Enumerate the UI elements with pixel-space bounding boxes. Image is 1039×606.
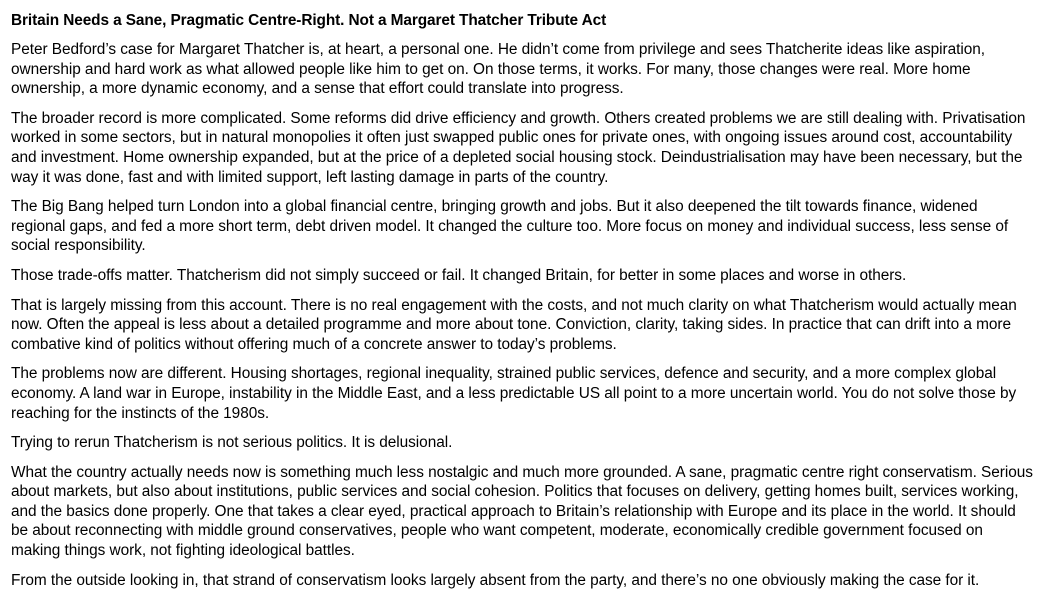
- article: [11, 10, 1033, 600]
- article-paragraph: The problems now are different. Housing shortages, regional inequality, strained public services, defence and security, and a more complex global economy. A land war in Europe, instability in the Middle East, and a less predictable US all point to a more uncertain world. You do not solve those by reaching for the instincts of the 1980s.: [11, 365, 1017, 422]
- article-paragraph: The broader record is more complicated. Some reforms did drive efficiency and growth. Others created problems we are still dealing with. Privatisation worked in some sectors, but in natural monopolies it often just swapped public ones for private ones, with ongoing issues around cost, accountability and investment. Home ownership expanded, but at the price of a depleted social housing stock. Deindustrialisation may have been necessary, but the way it was done, fast and with limited support, left lasting damage in parts of the country.: [11, 109, 1026, 186]
- article-paragraph: Trying to rerun Thatcherism is not serious politics. It is delusional.: [11, 434, 453, 452]
- article-title: Britain Needs a Sane, Pragmatic Centre-Right. Not a Margaret Thatcher Tribute Act: [11, 12, 607, 29]
- article-paragraph: What the country actually needs now is something much less nostalgic and much more grounded. A sane, pragmatic centre right conservatism. Serious about markets, but also about institutions, public services and social cohesion. Politics that focuses on delivery, getting homes built, services working, and the basics done properly. One that takes a clear eyed, practical approach to Britain’s relationship with Europe and its place in the world. It should be about reconnecting with middle ground conservatives, people who want competent, moderate, economically credible government focused on making things work, not fighting ideological battles.: [11, 463, 1033, 560]
- article-paragraph: Those trade-offs matter. Thatcherism did not simply succeed or fail. It changed Britain, for better in some places and worse in others.: [11, 266, 907, 284]
- article-paragraph: That is largely missing from this account. There is no real engagement with the costs, and not much clarity on what Thatcherism would actually mean now. Often the appeal is less about a detailed programme and more about tone. Conviction, clarity, taking sides. In practice that can drift into a more combative kind of politics without offering much of a concrete answer to today’s problems.: [11, 296, 1017, 353]
- article-paragraph: Peter Bedford’s case for Margaret Thatcher is, at heart, a personal one. He didn’t come from privilege and sees Thatcherite ideas like aspiration, ownership and hard work as what allowed people like him to get on. On those terms, it works. For many, those changes were real. More home ownership, a more dynamic economy, and a sense that effort could translate into progress.: [11, 41, 985, 98]
- article-paragraph: The Big Bang helped turn London into a global financial centre, bringing growth and jobs. But it also deepened the tilt towards finance, widened regional gaps, and fed a more short term, debt driven model. It changed the culture too. More focus on money and individual success, less sense of social responsibility.: [11, 198, 1009, 255]
- article-paragraph: From the outside looking in, that strand of conservatism looks largely absent from the party, and there’s no one obviously making the case for it.: [11, 571, 980, 589]
